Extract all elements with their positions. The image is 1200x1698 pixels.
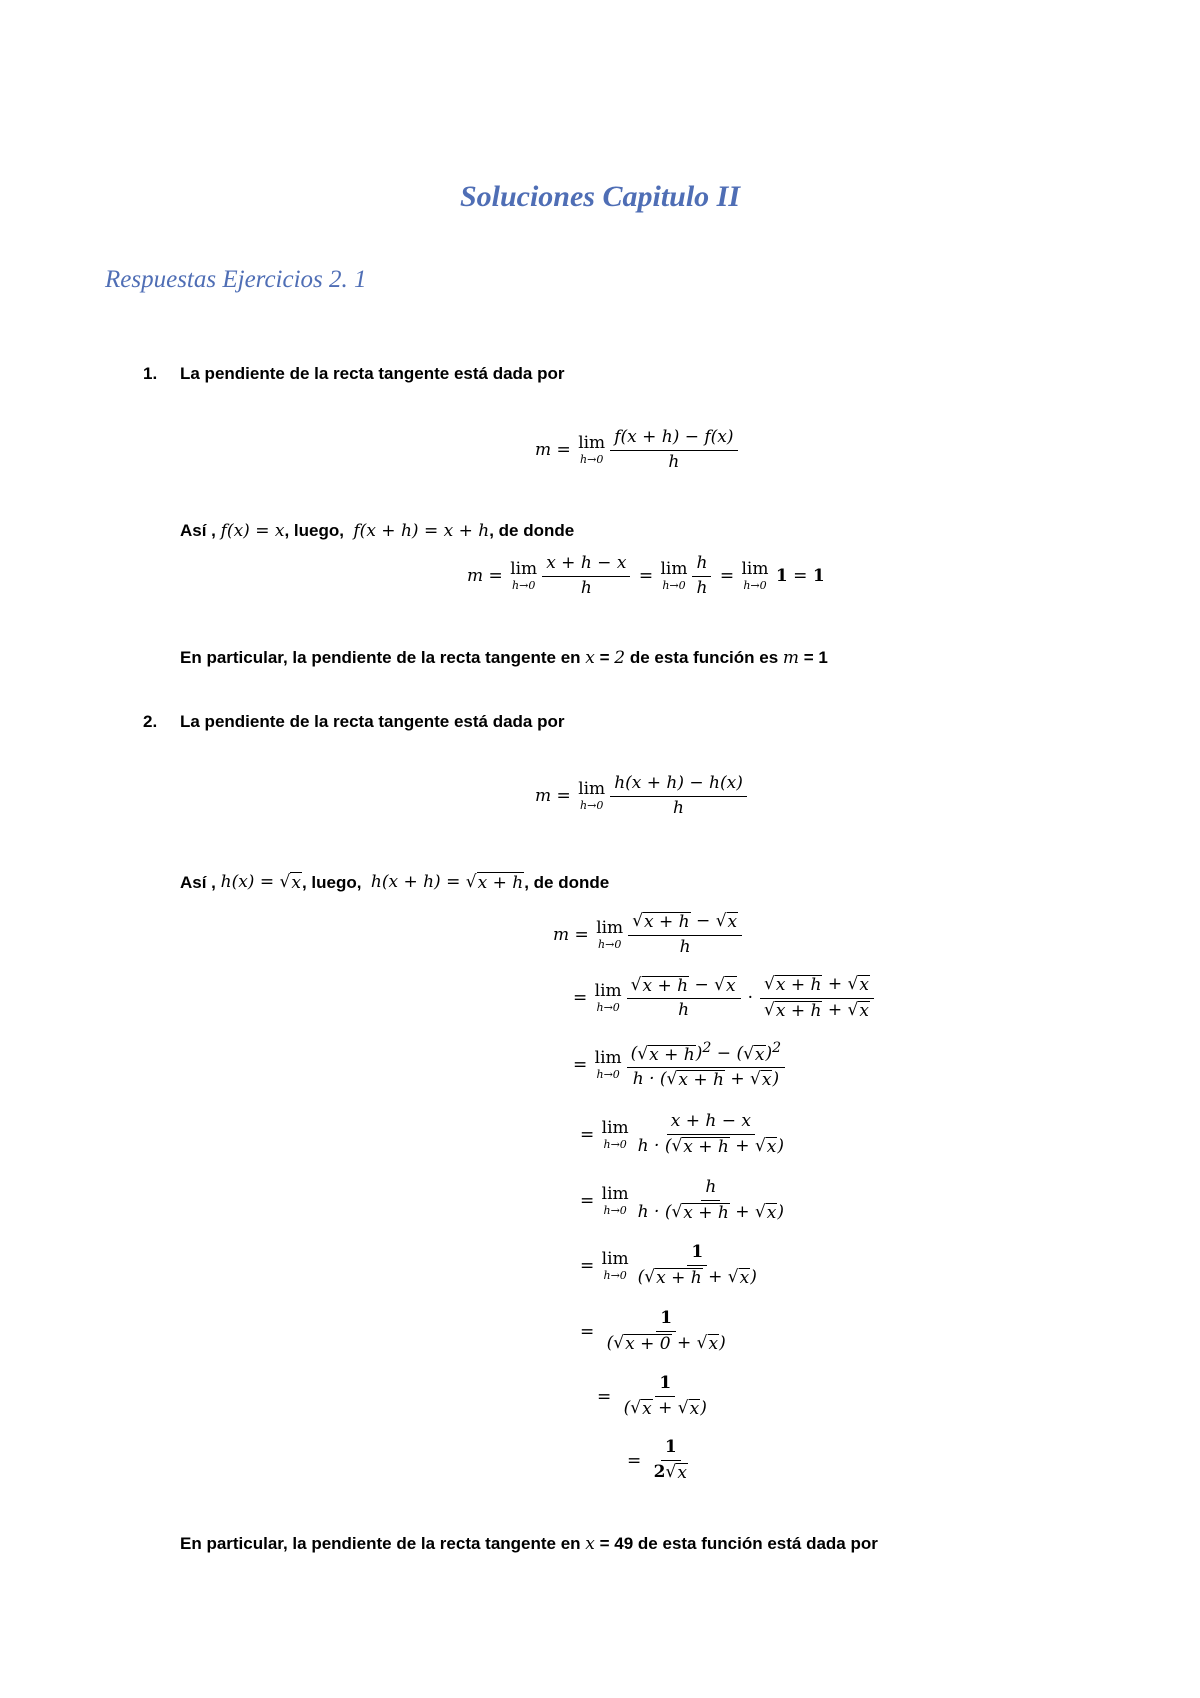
ex2-step-6: = lim h→0 1 ( √ x + h + √ x )	[580, 1242, 757, 1288]
section-heading: Respuestas Ejercicios 2. 1	[105, 266, 367, 293]
ex2-step-9: = 1 2 √ x	[627, 1437, 687, 1483]
ex1-function-line: Así , f(x) = x , luego, f(x + h) = x + h , de donde	[180, 521, 575, 541]
ex2-step-5: = lim h→0 h h · ( √ x + h + √ x )	[580, 1177, 785, 1223]
ex2-function-line: Así , h(x) = √ x , luego, h(x + h) = √ x + h , de donde	[180, 872, 610, 893]
exercise-1-intro: La pendiente de la recta tangente está dada por	[180, 364, 565, 383]
ex2-step-3: = lim h→0 ( √ x + h )$^2$ − ( √ x )$^2$ h · ( √ x + h + √ x )	[573, 1040, 788, 1091]
ex2-step-1: m = lim h→0 √ x + h − √ x h	[553, 912, 745, 957]
ex2-step-8: = 1 ( √ x + √ x )	[597, 1373, 707, 1419]
ex2-step-2: = lim h→0 √ x + h − √ x h · √ x + h + √ x √ x + h + √ x	[573, 975, 877, 1021]
ex2-slope-definition: m = lim h→0 $\frac{h(x + h) - h(x)}{h}$	[535, 774, 750, 818]
document-title: Soluciones Capitulo II	[459, 180, 741, 213]
exercise-1-number: 1.	[143, 364, 158, 383]
exercise-2-intro: La pendiente de la recta tangente está dada por	[180, 712, 565, 731]
ex1-limit-computation: m = lim h→0 $\frac{x + h - x}{h}$ = lim h→0 $\frac{h}{h}$ = lim h→0 1 = 1	[467, 553, 825, 598]
ex2-conclusion: En particular, la pendiente de la recta tangente en x = 49 de esta función está dada por	[180, 1534, 878, 1554]
ex2-step-7: = 1 ( √ x + 0 + √ x )	[580, 1308, 726, 1354]
limit-operator: lim h→0	[578, 433, 606, 467]
ex2-step-4: = lim h→0 x + h − x h · ( √ x + h + √ x )	[580, 1111, 785, 1157]
exercise-2-number: 2.	[143, 712, 158, 731]
ex1-slope-definition: m = lim h→0 $\frac{f(x + h) - f(x)}{h}$	[535, 428, 741, 472]
ex1-conclusion: En particular, la pendiente de la recta tangente en x = 2 de esta función es m = 1	[180, 648, 828, 668]
